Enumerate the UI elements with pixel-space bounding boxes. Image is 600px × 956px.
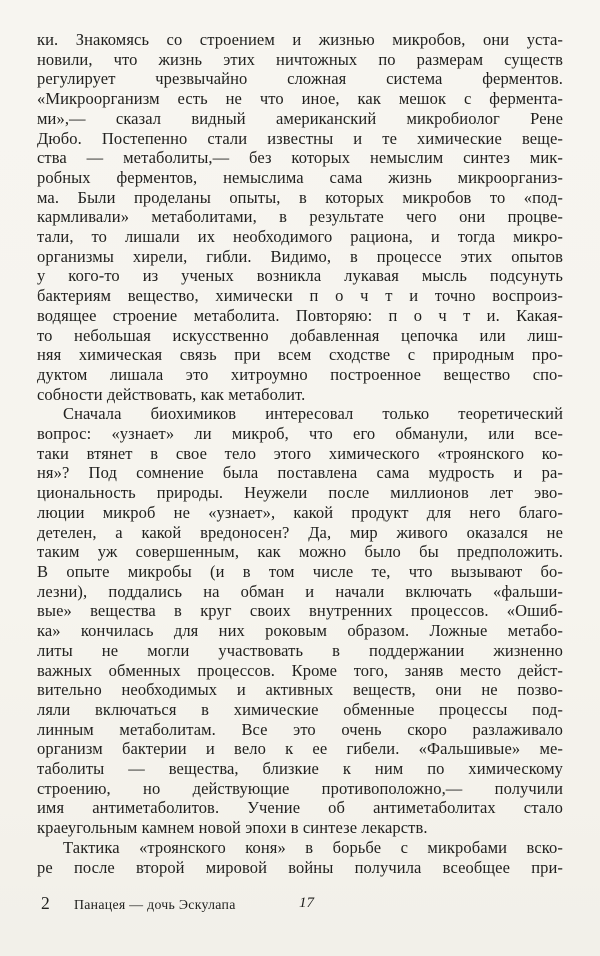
text-line: вительно необходимых и активных веществ, они не позво-	[37, 680, 563, 700]
text-line: дуктом лишала это хитроумно построенное вещество спо-	[37, 364, 563, 384]
text-line: робных ферментов, немыслима сама жизнь микроорганиз-	[37, 167, 563, 187]
page-text-block	[37, 30, 563, 877]
text-line: важных обменных процессов. Кроме того, заняв место дейст-	[37, 660, 563, 680]
text-line: «Микроорганизм есть не что иное, как мешок с фермента-	[37, 89, 563, 109]
text-line: вопрос: «узнает» ли микроб, что его обманули, или все-	[37, 424, 563, 444]
text-line: водящее строение метаболита. Повторяю: п о ч т и. Какая-	[37, 305, 563, 325]
page-footer	[37, 893, 563, 919]
text-line: таболиты — вещества, близкие к ним по химическому	[37, 759, 563, 779]
running-title: Панацея — дочь Эскулапа	[74, 896, 236, 912]
text-line: детелен, а какой вредоносен? Да, мир живого оказался не	[37, 522, 563, 542]
text-line: регулирует чрезвычайно сложная система ферментов.	[37, 69, 563, 89]
text-line: ма. Были проделаны опыты, в которых микробов то «под-	[37, 187, 563, 207]
signature-mark: 2	[41, 893, 50, 913]
text-line: организмы хирели, гибли. Видимо, в процессе этих опытов	[37, 246, 563, 266]
text-line: Тактика «троянского коня» в борьбе с микробами вско-	[63, 837, 563, 857]
text-line: ня»? Под сомнение была поставлена сама мудрость и ра-	[37, 463, 563, 483]
text-line: няя химическая связь при всем сходстве с природным про-	[37, 345, 563, 365]
text-line: ства — метаболиты,— без которых немыслим синтез мик-	[37, 148, 563, 168]
text-line: вые» вещества в круг своих внутренних процессов. «Ошиб-	[37, 601, 563, 621]
text-line: ки. Знакомясь со строением и жизнью микробов, они уста-	[37, 30, 563, 49]
text-line: люции микроб не «узнает», какой продукт для него благо-	[37, 502, 563, 522]
text-line: имя антиметаболитов. Учение об антиметаболитах стало	[37, 798, 563, 818]
text-line: тали, то лишали их необходимого рациона, и тогда микро-	[37, 227, 563, 247]
text-line: организм бактерии и вело к ее гибели. «Фальшивые» ме-	[37, 739, 563, 759]
text-line: циональность природы. Неужели после миллионов лет эво-	[37, 483, 563, 503]
text-line: таким уж совершенным, как можно было бы предположить.	[37, 542, 563, 562]
text-line: ми»,— сказал видный американский микробиолог Рене	[37, 108, 563, 128]
text-line: Сначала биохимиков интересовал только теоретический	[63, 404, 563, 424]
text-line: кармливали» метаболитами, в результате чего они процве-	[37, 207, 563, 227]
text-line: краеугольным камнем новой эпохи в синтезе лекарств.	[37, 818, 428, 838]
text-line: у кого-то из ученых возникла лукавая мысль подсунуть	[37, 266, 563, 286]
text-line: лезни), поддались на обман и начали включать «фальши-	[37, 581, 563, 601]
page-number: 17	[299, 895, 314, 911]
text-line: В опыте микробы (и в том числе те, что вызывают бо-	[37, 561, 563, 581]
text-line: собности действовать, как метаболит.	[37, 384, 306, 404]
text-line: бактериям вещество, химически п о ч т и точно воспроиз-	[37, 286, 563, 306]
text-line: таки втянет в свое тело этого химического «троянского ко-	[37, 443, 563, 463]
text-line: новили, что жизнь этих ничтожных по размерам существ	[37, 49, 563, 69]
text-line: литы не могли участвовать в поддержании жизненно	[37, 640, 563, 660]
text-line: Дюбо. Постепенно стали известны и те химические веще-	[37, 128, 563, 148]
text-line: ре после второй мировой войны получила всеобщее при-	[37, 857, 563, 877]
text-line: ляли включаться в химические обменные процессы под-	[37, 699, 563, 719]
text-line: строению, но действующие противоположно,— получили	[37, 778, 563, 798]
text-line: то небольшая искусственно добавленная цепочка или лиш-	[37, 325, 563, 345]
text-line: линным метаболитам. Все это очень скоро разлаживало	[37, 719, 563, 739]
text-line: ка» кончилась для них роковым образом. Ложные метабо-	[37, 621, 563, 641]
